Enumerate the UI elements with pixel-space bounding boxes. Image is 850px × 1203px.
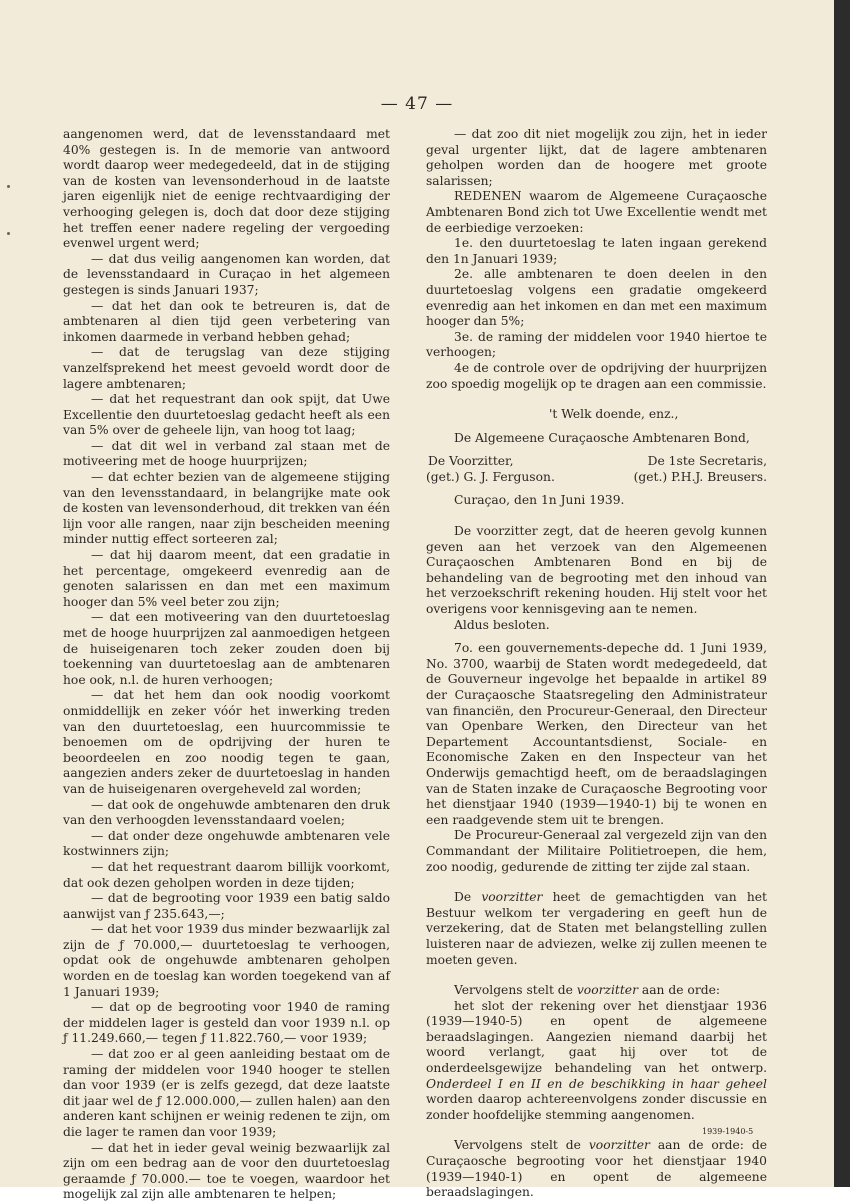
paragraph: — dat op de begrooting voor 1940 de raming der middelen lager is gesteld dan voor 1939 n.l. op ƒ 11.249.660,— tegen ƒ 11.822.760,— voor 1939; <box>63 1000 390 1046</box>
paragraph <box>426 890 767 968</box>
margin-dot <box>7 185 10 188</box>
paragraph <box>426 1138 767 1200</box>
text-run: Vervolgens stelt de <box>454 983 577 998</box>
text-run-italic: Onderdeel I en II en de beschikking in haar geheel <box>426 1076 767 1091</box>
paragraph: De Procureur-Generaal zal vergezeld zijn van den Commandant der Militaire Politietroepen, die hem, zoo noodig, gedurende de zitting ter zijde zal staan. <box>426 828 767 874</box>
text-run: Vervolgens stelt de <box>454 1138 589 1153</box>
paragraph: — dat de begrooting voor 1939 een batig saldo aanwijst van ƒ 235.643,—; <box>63 891 390 921</box>
paragraph: — dat het in ieder geval weinig bezwaarlijk zal zijn om een bedrag aan de voor den duurtetoeslag geraamde ƒ 70.000.— toe te voegen, waardoor het mogelijk zal zijn alle ambtenaren te helpen; <box>63 1140 390 1202</box>
place-date: Curaçao, den 1n Juni 1939. <box>454 493 625 508</box>
paragraph: — dat zoo dit niet mogelijk zou zijn, het in ieder geval urgenter lijkt, dat de lagere ambtenaren geholpen worden dan de hoogere met groote salarissen; <box>426 127 767 188</box>
page-number: — 47 — <box>380 94 454 114</box>
text-run: worden daarop achtereenvolgens zonder discussie en zonder hoofdelijke stemming aangenomen. <box>426 1092 767 1122</box>
text-run-italic: voorzitter <box>481 890 543 905</box>
redenen-paragraph: REDENEN waarom de Algemeene Curaçaosche Ambtenaren Bond zich tot Uwe Excellentie wendt met de eerbiedige verzoeken: <box>426 189 767 235</box>
margin-dot <box>7 232 10 235</box>
closing-line: 't Welk doende, enz., <box>549 407 679 422</box>
request-item: 3e. de raming der middelen voor 1940 hiertoe te verhoogen; <box>426 329 767 360</box>
paragraph: — dat hij daarom meent, dat een gradatie in het percentage, omgekeerd evenredig aan de genoten salarissen en dan met een maximum hooger dan 5% veel beter zou zijn; <box>63 548 390 609</box>
signature-block <box>426 454 767 485</box>
chair-name: (get.) G. J. Ferguson. <box>426 469 555 484</box>
text-run: heet de gemachtigden van het Bestuur welkom ter vergadering en geeft hun de verzekering, dat de Staten met belangstelling zullen luisteren naar de adviezen, welke zij zullen meenen te moeten geven. <box>426 890 767 967</box>
paragraph: — dat de terugslag van deze stijging vanzelfsprekend het meest gevoeld wordt door de lagere ambtenaren; <box>63 345 390 391</box>
secretary-name: (get.) P.H.J. Breusers. <box>633 469 767 484</box>
paragraph: De voorzitter zegt, dat de heeren gevolg kunnen geven aan het verzoek van den Algemeenen Curaçaoschen Ambtenaren Bond en bij de behandeling van de begrooting met den inhoud van het verzoekschrift rekening houden. Hij stelt voor het overigens voor kennisgeving aan te nemen. <box>426 524 767 617</box>
text-run: aan de orde: de Curaçaosche begrooting voor het dienstjaar 1940 (1939—1940-1) en opent de algemeene beraadslagingen. <box>426 1138 767 1200</box>
footer-signature-mark: 1939-1940-5 <box>702 1127 754 1136</box>
right-column <box>426 127 767 1201</box>
paragraph: aangenomen werd, dat de levensstandaard met 40% gestegen is. In de memorie van antwoord wordt daarop weer medegedeeld, dat in de stijging van de kosten van levensonderhoud in de laatste jaren eigenlijk niet de eenige rechtvaardiging der verhooging gelegen is, doch dat door deze stijging het treffen eener nadere regeling der vergoeding evenwel urgent werd; <box>63 127 390 251</box>
text-run: aan de orde: <box>637 983 720 998</box>
request-item: 1e. den duurtetoeslag te laten ingaan gerekend den 1n Januari 1939; <box>426 236 767 266</box>
paragraph <box>426 983 767 999</box>
paragraph: — dat ook de ongehuwde ambtenaren den druk van den verhoogden levensstandaard voelen; <box>63 797 390 828</box>
paragraph <box>426 999 767 1124</box>
bond-name: De Algemeene Curaçaosche Ambtenaren Bond, <box>454 430 750 445</box>
request-item: 4e de controle over de opdrijving der huurprijzen zoo spoedig mogelijk op te dragen aan een commissie. <box>426 360 767 391</box>
paragraph: — dat het hem dan ook noodig voorkomt onmiddellijk en zeker vóór het inwerking treden van den duurtetoeslag, een huurcommissie te benoemen om de opdrijving der huren te beoordeelen en zoo noodig tegen te gaan, aangezien anders zeker de duurtetoeslag in handen van de huiseigenaren overgeheveld zal worden; <box>63 688 390 796</box>
paragraph: — dat zoo er al geen aanleiding bestaat om de raming der middelen voor 1940 hooger te stellen dan voor 1939 (er is zelfs gezegd, dat deze laatste dit jaar wel de ƒ 12.000.000,— zullen halen) aan den anderen kant schijnen er weinig redenen te zijn, om die lager te ramen dan voor 1939; <box>63 1047 390 1139</box>
paragraph: Aldus besloten. <box>454 617 550 632</box>
paragraph: — dat onder deze ongehuwde ambtenaren vele kostwinners zijn; <box>63 828 390 859</box>
request-item: 2e. alle ambtenaren te doen deelen in den duurtetoeslag volgens een gradatie omgekeerd evenredig aan het inkomen en dan met een maximum hooger dan 5%; <box>426 267 767 329</box>
paragraph: — dat dus veilig aangenomen kan worden, dat de levensstandaard in Curaçao in het algemeen gestegen is sinds Januari 1937; <box>63 251 390 297</box>
paragraph: — dat een motiveering van den duurtetoeslag met de hooge huurprijzen zal aanmoedigen hetgeen de huiseigenaren toch zeker zouden doen bij toekenning van duurtetoeslag aan de ambtenaren hoe ook, n.l. de huren verhoogen; <box>63 610 390 687</box>
text-run-italic: voorzitter <box>588 1138 650 1153</box>
text-run: De <box>454 890 482 905</box>
text-run: het slot der rekening over het dienstjaar 1936 (1939—1940-5) en opent de algemeene beraadslagingen. Aangezien niemand daarbij het woord verlangt, gaat hij over tot de onderdeelsgewijze behandeling van het ontwerp. <box>426 998 767 1076</box>
chair-title: De Voorzitter, <box>428 454 514 469</box>
signature-left <box>426 454 555 485</box>
paragraph: — dat het requestrant dan ook spijt, dat Uwe Excellentie den duurtetoeslag gedacht heeft als een van 5% over de geheele lijn, van hoog tot laag; <box>63 392 390 438</box>
secretary-title: De 1ste Secretaris, <box>647 454 767 469</box>
paragraph: 7o. een gouvernements-depeche dd. 1 Juni 1939, No. 3700, waarbij de Staten wordt medegedeeld, dat de Gouverneur ingevolge het bepaalde in artikel 89 der Curaçaosche Staatsregeling den Administrateur van financiën, den Procureur-Generaal, den Directeur van Openbare Werken, den Directeur van het Departement Accountantsdienst, Sociale- en Economische Zaken en den Inspecteur van het Onderwijs gemachtigd heeft, om de beraadslagingen van de Staten inzake de Curaçaosche Begrooting voor het dienstjaar 1940 (1939—1940-1) bij te wonen en een raadgevende stem uit te brengen. <box>426 641 767 827</box>
paragraph: — dat het requestrant daarom billijk voorkomt, dat ook dezen geholpen worden in deze tijden; <box>63 859 390 890</box>
left-column <box>63 127 390 1203</box>
paragraph: — dat dit wel in verband zal staan met de motiveering met de hooge huurprijzen; <box>63 438 390 469</box>
scan-border <box>834 0 850 1187</box>
signature-right <box>634 454 767 485</box>
paragraph: — dat het dan ook te betreuren is, dat de ambtenaren al dien tijd geen verbetering van inkomen daarmede in verband hebben gehad; <box>63 298 390 344</box>
paragraph: — dat het voor 1939 dus minder bezwaarlijk zal zijn de ƒ 70.000,— duurtetoeslag te verhoogen, opdat ook de ongehuwde ambtenaren geholpen worden en de toeslag kan worden toegekend van af 1 Januari 1939; <box>63 922 390 999</box>
text-run-italic: voorzitter <box>576 983 638 998</box>
paragraph: — dat echter bezien van de algemeene stijging van den levensstandaard, in belangrijke mate ook de kosten van levensonderhoud, dit trekken van één lijn voor alle rangen, naar zijn bescheiden meening minder nuttig effect sorteeren zal; <box>63 470 390 547</box>
